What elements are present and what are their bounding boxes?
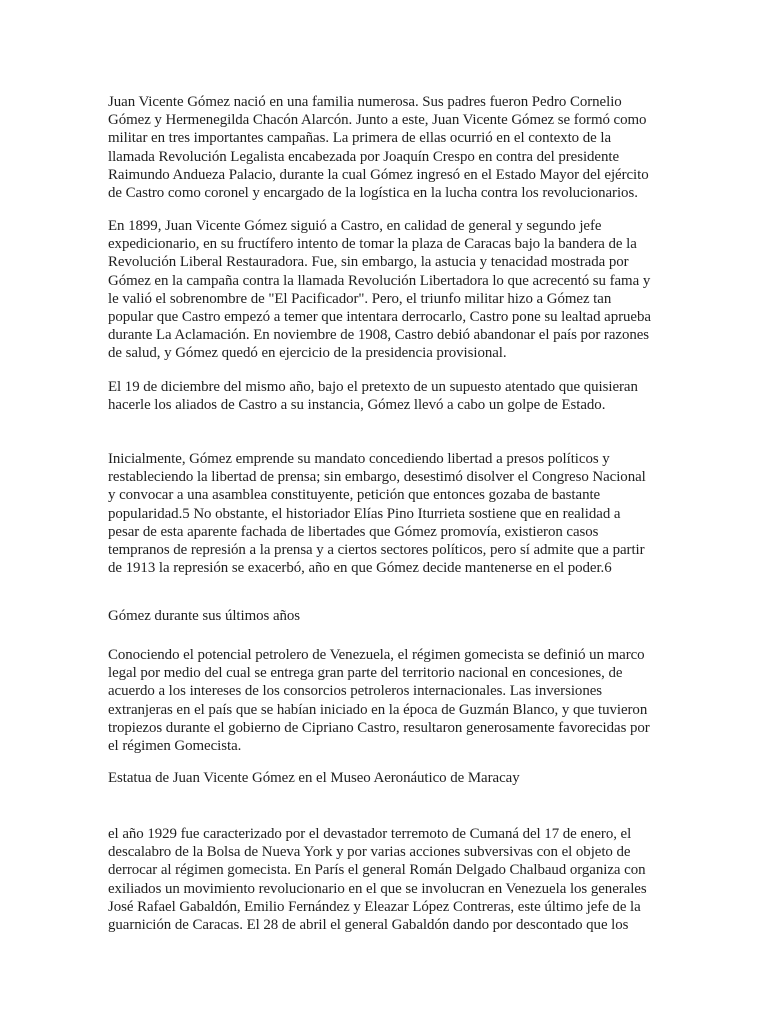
text-line: En 1899, Juan Vicente Gómez siguió a Castro, en calidad de general y segundo jefe xyxy=(108,218,602,234)
text-line: Gómez y Hermenegilda Chacón Alarcón. Junto a este, Juan Vicente Gómez se formó como xyxy=(108,112,647,129)
text-line: Juan Vicente Gómez nació en una familia numerosa. Sus padres fueron Pedro Cornelio xyxy=(108,94,622,110)
paragraph-family-origins xyxy=(108,93,668,202)
text-line: hacerle los aliados de Castro a su instancia, Gómez llevó a cabo un golpe de Estado. xyxy=(108,397,606,414)
text-line: José Rafael Gabaldón, Emilio Fernández y Eleazar López Contreras, este último jefe de la xyxy=(108,898,641,915)
paragraph-oil-regime xyxy=(108,646,668,755)
paragraph-early-mandate xyxy=(108,450,668,577)
text-line: popular que Castro empezó a temer que intentara derrocarlo, Castro pone su lealtad aprueba xyxy=(108,308,651,325)
text-line: legal por medio del cual se entrega gran parte del territorio nacional en concesiones, de xyxy=(108,665,623,682)
text-line: el régimen Gomecista. xyxy=(108,737,242,754)
text-line: extranjeras en el país que se habían iniciado en la época de Guzmán Blanco, y que tuvieron xyxy=(108,701,648,718)
paragraph-1899-campaign xyxy=(108,217,668,363)
image-caption xyxy=(108,769,668,787)
section-heading-text: Gómez durante sus últimos años xyxy=(108,608,301,624)
text-line: de salud, y Gómez quedó en ejercicio de la presidencia provisional. xyxy=(108,345,507,362)
paragraph-1929-events xyxy=(108,825,668,934)
text-line: Gómez en la campaña contra la llamada Revolución Libertadora lo que acrecentó su fama y xyxy=(108,272,651,289)
text-line: de Castro como coronel y encargado de la logística en la lucha contra los revolucionarios. xyxy=(108,184,638,201)
text-line: Raimundo Andueza Palacio, durante la cual Gómez ingresó en el Estado Mayor del ejército xyxy=(108,166,649,183)
text-line: acuerdo a los intereses de los consorcios petroleros internacionales. Las inversiones xyxy=(108,683,603,700)
text-line: popularidad.5 No obstante, el historiador Elías Pino Iturrieta sostiene que en realidad a xyxy=(108,505,621,522)
text-line: Conociendo el potencial petrolero de Venezuela, el régimen gomecista se definió un marco xyxy=(108,647,645,663)
caption-text: Estatua de Juan Vicente Gómez en el Museo Aeronáutico de Maracay xyxy=(108,770,520,786)
text-line: le valió el sobrenombre de "El Pacificador". Pero, el triunfo militar hizo a Gómez tan xyxy=(108,290,612,307)
paragraph-coup xyxy=(108,378,668,414)
text-line: Revolución Liberal Restauradora. Fue, sin embargo, la astucia y tenacidad mostrada por xyxy=(108,254,629,271)
text-line: restableciendo la libertad de prensa; sin embargo, desestimó disolver el Congreso Nacional xyxy=(108,469,646,486)
text-line: El 19 de diciembre del mismo año, bajo el pretexto de un supuesto atentado que quisieran xyxy=(108,379,638,395)
text-line: y convocar a una asamblea constituyente, petición que entonces gozaba de bastante xyxy=(108,487,601,504)
text-line: llamada Revolución Legalista encabezada por Joaquín Crespo en contra del presidente xyxy=(108,148,620,165)
text-line: Inicialmente, Gómez emprende su mandato concediendo libertad a presos políticos y xyxy=(108,451,610,467)
section-heading xyxy=(108,607,668,625)
text-line: descalabro de la Bolsa de Nueva York y por varias acciones subversivas con el objeto de xyxy=(108,844,631,861)
text-line: de 1913 la represión se exacerbó, año en que Gómez decide mantenerse en el poder.6 xyxy=(108,560,612,577)
text-line: guarnición de Caracas. El 28 de abril el general Gabaldón dando por descontado que los xyxy=(108,916,629,933)
text-line: expedicionario, en su fructífero intento de tomar la plaza de Caracas bajo la bandera de la xyxy=(108,236,637,253)
text-line: militar en tres importantes campañas. La primera de ellas ocurrió en el contexto de la xyxy=(108,130,612,147)
text-line: derrocar al régimen gomecista. En París el general Román Delgado Chalbaud organiza con xyxy=(108,862,646,879)
text-line: exiliados un movimiento revolucionario en el que se involucran en Venezuela los generales xyxy=(108,880,647,897)
text-line: tempranos de represión a la prensa y a ciertos sectores políticos, pero sí admite que a partir xyxy=(108,541,645,558)
text-line: el año 1929 fue caracterizado por el devastador terremoto de Cumaná del 17 de enero, el xyxy=(108,826,632,842)
text-line: tropiezos durante el gobierno de Cipriano Castro, resultaron generosamente favorecidas por xyxy=(108,719,650,736)
text-line: durante La Aclamación. En noviembre de 1908, Castro debió abandonar el país por razones xyxy=(108,327,650,344)
text-line: pesar de esta aparente fachada de libertades que Gómez promovía, existieron casos xyxy=(108,523,599,540)
